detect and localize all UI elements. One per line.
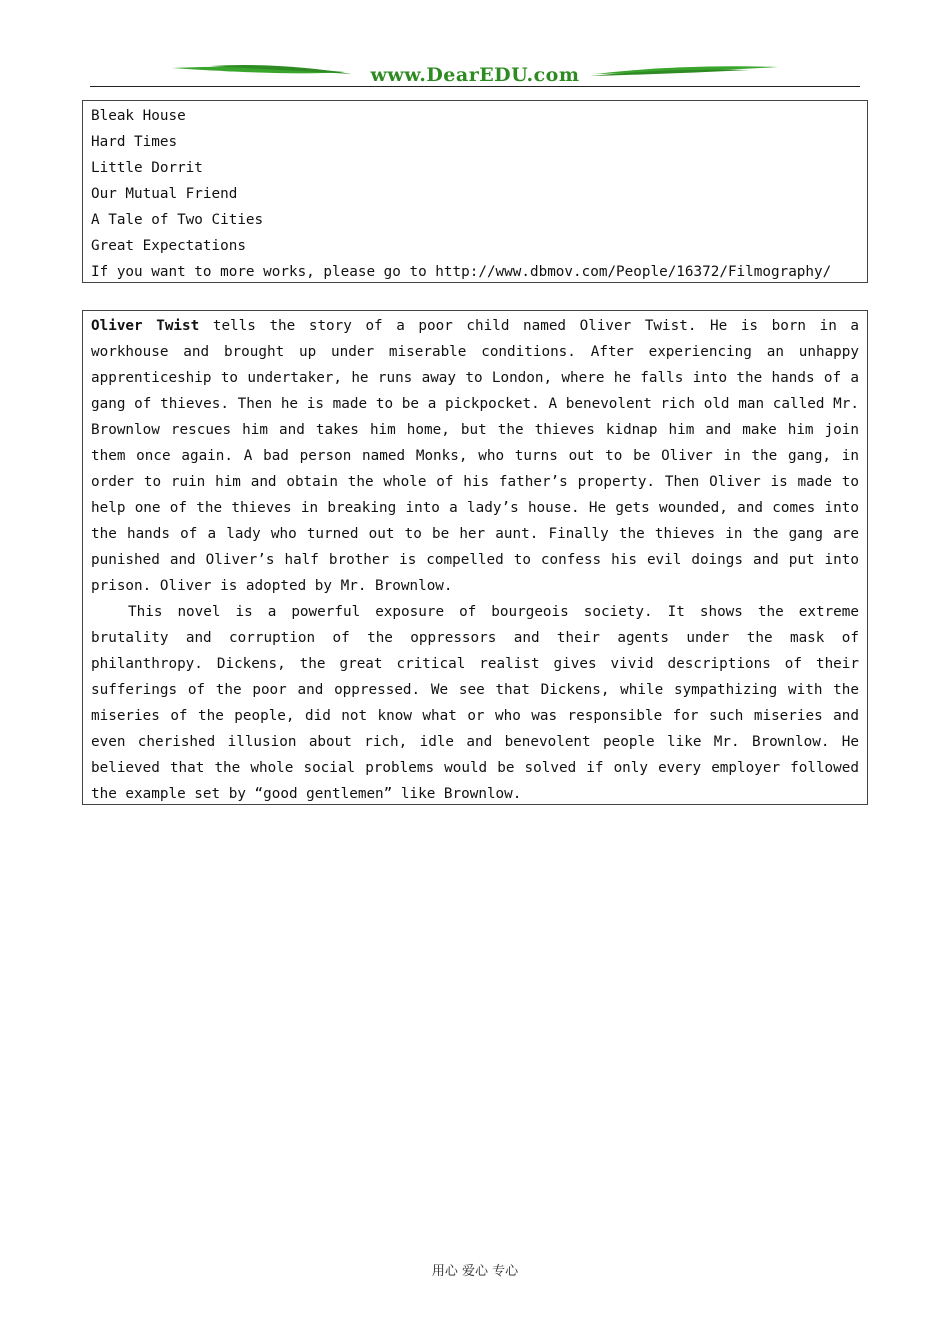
summary-paragraph-1-text: tells the story of a poor child named Oliver Twist. He is born in a workhouse and brought up under miserable conditions. After experiencing an unhappy apprenticeship to undertaker, he runs away to London, where he falls into the hands of a gang of thieves. Then he is made to be a pickpocket. A benevolent rich old man called Mr. Brownlow rescues him and takes him home, but the thieves kidnap him and make him join them once again. A bad person named Monks, who turns out to be Oliver in the gang, in order to ruin him and obtain the whole of his father’s property. Then Oliver is made to help one of the thieves in breaking into a lady’s house. He gets wounded, and comes into the hands of a lady who turned out to be her aunt. Finally the thieves in the gang are punished and Oliver’s half brother is compelled to confess his evil doings and put into prison. Oliver is adopted by Mr. Brownlow. — [91, 318, 860, 594]
work-item: A Tale of Two Cities — [91, 212, 264, 228]
book-title: Oliver Twist — [91, 318, 200, 334]
work-item: Great Expectations — [91, 238, 246, 254]
summary-paragraph-1 — [91, 313, 859, 599]
header-logo-text: www.DearEDU.com — [370, 64, 580, 86]
more-works-link-line[interactable]: If you want to more works, please go to http://www.dbmov.com/People/16372/Filmography/ — [91, 264, 832, 280]
work-item: Hard Times — [91, 134, 178, 150]
summary-box — [82, 310, 868, 805]
header-rule — [90, 86, 860, 87]
works-list-box — [82, 100, 868, 283]
work-item: Our Mutual Friend — [91, 186, 238, 202]
work-item: Bleak House — [91, 108, 186, 124]
summary-paragraph-2: This novel is a powerful exposure of bourgeois society. It shows the extreme brutality and corruption of the oppressors and their agents under the mask of philanthropy. Dickens, the great critical realist gives vivid descriptions of their sufferings of the poor and oppressed. We see that Dickens, while sympathizing with the miseries of the people, did not know what or who was responsible for such miseries and even cherished illusion about rich, idle and benevolent people like Mr. Brownlow. He believed that the whole social problems would be solved if only every employer followed the example set by “good gentlemen” like Brownlow. — [91, 604, 859, 802]
work-item: Little Dorrit — [91, 160, 203, 176]
page-footer: 用心 爱心 专心 — [431, 1264, 519, 1279]
page-header — [90, 58, 860, 92]
